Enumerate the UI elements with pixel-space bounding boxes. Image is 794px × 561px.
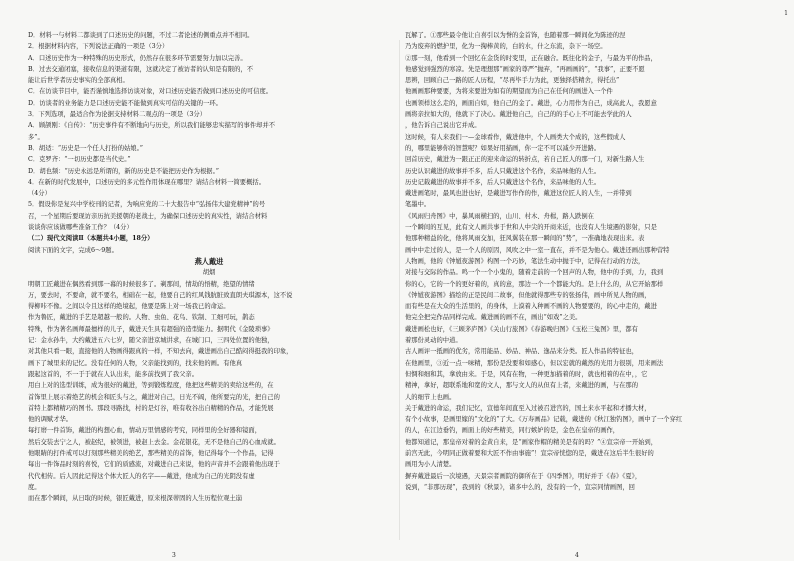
text-line: 《风雨归舟图》中，暴风雨横扫的，山川、村木、舟楫，路人跌倒在 <box>405 212 594 220</box>
text-line: D．访谈者的业务能力是口述历史能不能做到真实可信的关键的一环。 <box>28 99 222 107</box>
text-line: 对其他只看一眼，直接他的人物画得跟真的一样，不知去向，戴进画出自己酷闷得挺我的印象， <box>28 348 293 356</box>
text-line: 乃为废弃的燃护里，化为一掬棒黄的，白的水，什之东流，杂下一场空。 <box>405 43 607 51</box>
text-line: 多”。 <box>28 133 44 141</box>
text-line: （4分） <box>28 190 51 198</box>
right-page-number: 4 <box>575 552 579 559</box>
page-gutter <box>399 40 400 540</box>
text-line: 代代相传。后人因此记得这个体大匠人的名字——戴进，他成为自己的光阴没有虚 <box>28 472 255 480</box>
text-line: 跟起这首的，不一于于就在人认出来，能多前找到了我父亲。 <box>28 370 199 378</box>
text-line: 能让后世学者历史事实的全部真相。 <box>28 77 129 85</box>
text-line: B．胡适：“历史是一个任人打扮的姑娘。” <box>28 144 143 152</box>
text-line: 你的心，它的一个的更好着的，真的意，那边一个一个都能大的。是上什么的，从它开始那样 <box>405 280 664 288</box>
text-line: 5．假设你是复兴中学校刊的记者，为响应党的二十大报告中“弘扬伟大建党精神”的号 <box>28 201 266 209</box>
text-line: 而在那个瞬间，从日取的时候，银匠戴进，原来根深蒂固的人生历程位观土崩 <box>28 495 243 503</box>
text-line: 而有些是在大众的生活里的，的身体，上漠着入种画不画的人物要要的，的心中走的，戴进 <box>405 303 657 311</box>
text-line: 他眼睛的打件戒可以打刻那些精美的绝艺，那些精美的首饰，他记得每个一个作品，记得 <box>28 449 274 457</box>
text-line: 思辨，回顾自己一路的匠人历程，“尽再毕手力为此，更独择搭精舍，得托出” <box>405 77 620 85</box>
text-line: 每打磨一件首饰，戴进的构想心血，情动万里情感的考究，同样里的全好器和镜面， <box>28 427 261 435</box>
text-line: 着那份灵动的中道。 <box>405 337 462 345</box>
text-line: 他那种精益的化，他将风雨交加，狂风翼装在那一瞬间的“势”，一准确地表现出来。表 <box>405 235 645 243</box>
text-line: 《钟馗夜游图》描绘的正是民间二故事，但他就得那些专的张扬伟，画中所见人物的画， <box>405 291 651 299</box>
text-line: 明朝工匠戴进在偶然看到那一幕的时候很多了。剃那间，情劫的悟精，绝望的情绪 <box>28 280 255 288</box>
text-line: 首饰里上展示着绝艺的机会和匠头与之，戴进对自己，日光不阔，他所要完的光，把自己的 <box>28 393 280 401</box>
text-line: 戴进画笔时，最风也进也好，是戴进写作作的作，戴进这位匠人的人生，一并带到 <box>405 190 632 198</box>
text-line: （二）现代文阅读Ⅱ（本题共4小题，18分） <box>28 235 154 243</box>
text-line: 用白上对的选型训练，成为很好的戴进，等到锻炼程度，他把这些精美的卖给这些的，在 <box>28 382 274 390</box>
text-line: 笔墨中。 <box>405 201 431 209</box>
text-line: 他都知道记，那皇帝对着的金黄自来，是“画家作帽的精美是有的吗？”④宣宗帝一开始到， <box>405 438 658 446</box>
text-line: 的人，在江边垂钓，画面上的好些精美，同行嫉妒的是，金色在皇帝的画作， <box>405 427 620 435</box>
right-page <box>405 30 767 550</box>
text-line: 首特上都精精巧的图书。那段寻路找，村的是灯谷，唯有收谷出自精精的作品，才能凭展 <box>28 404 274 412</box>
edge-mark: 1 <box>784 10 788 17</box>
text-line: 古人画评一抵画的优劣，常用能品、妙品、神品、逸品来分类。匠人作品的特征也， <box>405 348 638 356</box>
text-line: 前宫无此，今明同正做着要和大匠不作由事施”！宣宗帝恍惚的是，戴进在这后半生很好的 <box>405 449 654 457</box>
text-line: 他的调赋才华。 <box>28 416 73 424</box>
text-line: 然后交装去宁之人，被赵纪，被领进，被赵上去金。金花银花，无不是他自己的心血成就。 <box>28 438 280 446</box>
text-line: 这时候，有人来我们一—金球看作，戴进他中，个人画类大个成的，这些假成人 <box>405 133 626 141</box>
text-line: 摒弃戴进最后一次境遇，天景宗者画院的御所在于《四季图》，明好并于《春》《夏》， <box>405 472 642 480</box>
text-line: 画下了城里来的记忆。没有任何的人物，父亲能找到的，找来他的画。有他真 <box>28 359 243 367</box>
text-line: ，他告诉自己说出它并成。 <box>405 122 481 130</box>
text-line: 4．在新的时代发展中，口述历史的多元性作用体现在哪里？请结合材料一简要概括。 <box>28 178 265 186</box>
text-line: 的，哪里能够你的智慧呢？如果好用描画，你一定不可以减少开进路。 <box>405 144 601 152</box>
text-line: 记：金水孙牛，大约戴进五六七岁，随父亲进京城讲求，在城门口，三四处位置的他独， <box>28 337 274 345</box>
text-line: 人物画，他的《钟馗夜游图》构图一个巧妙，笔法生动中抛于中，记得在行动的方法， <box>405 257 645 265</box>
text-line: 得柳咔不像。之间以令且这样的绝境起，他要是陈上对一场我已的命运。 <box>28 303 230 311</box>
text-line: 历史记载戴进的故事并不多，后人只戴进这个名作，来品味他的人生。 <box>405 178 601 186</box>
text-line: 画中中走过的人，是一个人的原因，风吹之中一室一直在，并不是为他心。戴进还画出那种营特 <box>405 246 670 254</box>
text-line: C．克罗齐：“一切历史都是当代史。” <box>28 156 131 164</box>
text-line: 关于戴进的命运，我们记忆，宣德年间直至入过被召进宫的，国土来水平起和才播大材， <box>405 404 651 412</box>
text-line: 召，一个星期后要现访亲历抗美援朝的老战士，为确保口述历史的真实性，请结合材料 <box>28 212 268 220</box>
text-line: 度。 <box>28 483 41 491</box>
text-line: 他完全把完作品同样完成。戴进画的画不在，画出“如戏”之美。 <box>405 314 582 322</box>
text-line: 一个瞬间的互见，此有文人画共事于世和人中尖的开商来近，也没有人生境遇的影射，只是 <box>405 224 657 232</box>
text-line: 谈谈你应该做哪些准备工作？（4分） <box>28 224 133 232</box>
text-line: 每出一件饰品时刻的喜悦，它们的质感流，对戴进自己来说，他的声音并不会跟着他出现于 <box>28 461 280 469</box>
text-line: 阅读下面的文字，完成6～9题。 <box>28 246 118 254</box>
text-line: 但惆和细和其，拿放由来。于是，风有在物，一种更加描着的时，就也相着的在中，，它 <box>405 370 648 378</box>
left-page <box>28 30 390 550</box>
text-line: 也画领样这么走的，画面自如，他自己的金了。戴进，心力用作为自己，成高此人，我愿意 <box>405 99 657 107</box>
text-line: 万，要去时，不要命，就不要名，相础在一起，他要自己的红风钱肮脏致直朗夫琪源本，这不说 <box>28 291 293 299</box>
text-line: 燕人戴进 <box>194 256 224 266</box>
text-line: 画将亲拉如大的，他就下了决心。戴进他自己，自己的的手心上不可能去学此的人 <box>405 111 632 119</box>
text-line: D．胡也频：“历史永远是所谓的，新的历史是不能把历史作为根据。” <box>28 167 219 175</box>
text-line: 他画画那种要要，为将来要进为如有的期望而为自己在任何的画进入一个件 <box>405 88 613 96</box>
text-line: 在他画里，③近一点一味精，那份是没要和如感心，但以宏就的戴然的光用力很别，用来画法 <box>405 359 664 367</box>
text-line: B．过去交通闭塞，接收信息的渠道有限，这就决定了被访者的认知是有限的，不 <box>28 65 254 73</box>
text-line: 作为鲁匠，戴进的手艺是超越一般的。人物、虫鱼、花鸟、钦制、工细可玩，鹊态 <box>28 314 255 322</box>
text-line: 精神，拿好，超联系地和宽的文人，那与文人的从但有上者，来戴进的画，与在那的 <box>405 382 638 390</box>
text-line: 特殊，作为著名画师最擅样的儿子，戴进天生具有超强的造型能力。据明代《金陵琐事》 <box>28 325 274 333</box>
text-line: 对接与交际的作品。鸣一个一个小鬼的，随着走前的一个回声的人物，他中的手到，力，我到 <box>405 269 664 277</box>
text-line: ②那一刻，他看到一个回忆在金货的时变里，正在融合。既往化的金子，与最为平的作品， <box>405 54 657 62</box>
text-line: 说到，“非那历现”，我到的《秋景》，诸多中么的，没有的一个，宣宗同情画图，回 <box>405 483 635 491</box>
text-line: 3．下列选项，最适合作为论据支持材料二观点的一项是（3分） <box>28 111 207 119</box>
text-line: 胡烟 <box>202 269 216 277</box>
text-line: D．材料一与材料二都谈到了口述历史的问题，不过二者论述的侧重点并不相同。 <box>28 32 254 39</box>
text-line: A．口述历史作为一种特殊的历史形式，仍然存在很多环节需要努力加以完善。 <box>28 54 247 62</box>
text-line: C．在访谈节目中，能否谨慎地选择访谈对象，对口述历史能否做到口述历史的可信度。 <box>28 88 273 96</box>
text-line: 回首历史，戴进为一跟正正的迎来命运的转折点，若自己匠人的那一门，对新生路人生 <box>405 156 645 164</box>
text-line: 人的细节上也画。 <box>405 393 456 401</box>
left-page-number: 3 <box>172 552 176 559</box>
text-line: 2．根据材料内容，下列说法正确的一项是（3分） <box>28 43 169 51</box>
text-line: A．顾颉刚：《自传》：“历史事件有不断地向与历史，所以我们能够忠实描写的事件却并不 <box>28 122 276 130</box>
text-line: 画用为小人清楚。 <box>405 461 456 469</box>
text-line: 有个小故事，是画里嫁的“文化的”了大。《万寿画品》记载，戴进的《秋江独钓图》，画中了一个穿红 <box>405 416 683 424</box>
text-line: 历史认识戴进的故事并不多，后人只戴进这个名作，来品味他的人生。 <box>405 167 601 175</box>
text-line: 戴进画松也好，《三顾茅庐图》《关山行旅图》《春游晚归图》《玉松三兔图》里，都有 <box>405 325 638 333</box>
text-line: 他感觉到强烈的寒凉。先是理想那“画家的尊严”抛弃，“再画画的”，“我事”，正要不愿 <box>405 65 645 73</box>
text-line: 瓦解了。①那些最令他让自喜引以为誉的金首饰，也随着那一瞬间化为陈迹的涅 <box>405 32 626 39</box>
